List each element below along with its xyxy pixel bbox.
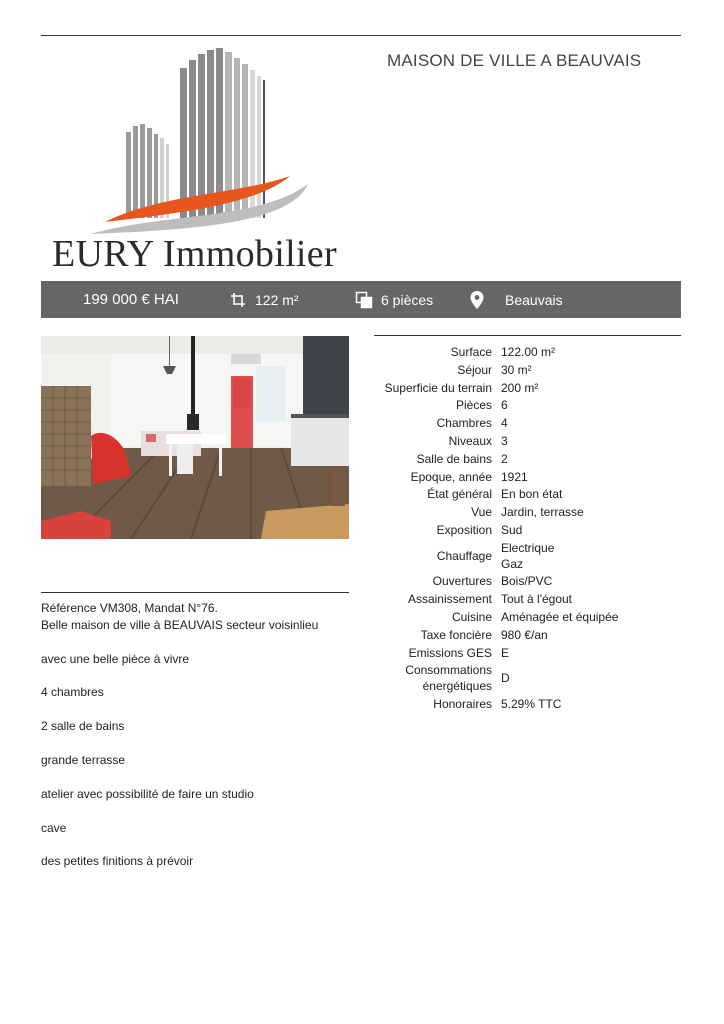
detail-label: Epoque, année	[410, 469, 492, 484]
detail-label: Ouvertures	[432, 574, 492, 589]
description-line: des petites finitions à prévoir	[41, 854, 194, 869]
detail-value: 6	[501, 398, 508, 413]
detail-value: Aménagée et équipée	[501, 609, 619, 624]
rooms-value: 6 pièces	[381, 291, 434, 308]
detail-row	[374, 504, 681, 522]
description-line: atelier avec possibilité de faire un studio	[41, 786, 254, 801]
description-divider	[41, 592, 349, 593]
energy-label-2: énergétiques	[422, 679, 492, 694]
detail-label: Cuisine	[451, 609, 492, 624]
detail-value: 200 m²	[501, 380, 539, 395]
property-photo	[41, 336, 349, 539]
detail-row	[374, 380, 681, 398]
property-description	[41, 600, 351, 870]
description-line: Belle maison de ville à BEAUVAIS secteur voisinlieu	[41, 617, 319, 632]
detail-row	[374, 591, 681, 609]
location-pin-icon	[469, 290, 485, 310]
agency-logo-text: EURY Immobilier	[52, 233, 337, 275]
details-table	[374, 344, 681, 714]
reference-line: Référence VM308, Mandat N°76.	[41, 601, 218, 615]
detail-row	[374, 522, 681, 540]
detail-row	[374, 573, 681, 591]
detail-label: Honoraires	[433, 696, 492, 711]
detail-label: Niveaux	[448, 433, 492, 448]
city-summary	[469, 281, 563, 318]
detail-label: Surface	[450, 345, 492, 359]
detail-row	[374, 486, 681, 504]
details-divider	[374, 335, 681, 336]
detail-label: Superficie du terrain	[384, 380, 492, 395]
detail-value: 3	[501, 433, 508, 448]
detail-label	[374, 662, 501, 696]
detail-value: 2	[501, 451, 508, 466]
detail-label: Séjour	[457, 362, 492, 377]
detail-row	[374, 433, 681, 451]
property-details	[374, 344, 681, 714]
detail-value: 980 €/an	[501, 627, 548, 642]
city-value: Beauvais	[505, 291, 563, 308]
detail-row	[374, 627, 681, 645]
detail-label: Exposition	[436, 522, 492, 537]
detail-value: 1921	[501, 469, 528, 484]
detail-row	[374, 362, 681, 380]
detail-label: Taxe foncière	[420, 627, 492, 642]
detail-row	[374, 344, 681, 362]
description-line: avec une belle pièce à vivre	[41, 651, 190, 666]
summary-banner	[41, 281, 681, 318]
description-line: 4 chambres	[41, 685, 104, 700]
detail-label: Chambres	[436, 416, 492, 431]
detail-label: Assainissement	[407, 592, 492, 607]
detail-label: Emissions GES	[408, 645, 492, 660]
detail-value: Bois/PVC	[501, 574, 553, 589]
top-divider	[41, 35, 681, 36]
surface-summary	[229, 281, 299, 318]
detail-label: État général	[427, 487, 492, 502]
detail-row	[374, 645, 681, 663]
detail-label: Salle de bains	[416, 451, 492, 466]
detail-row	[374, 397, 681, 415]
description-line: cave	[41, 820, 67, 835]
detail-label: Chauffage	[436, 548, 492, 563]
description-line: 2 salle de bains	[41, 719, 125, 734]
description-line: grande terrasse	[41, 752, 126, 767]
detail-row	[374, 451, 681, 469]
detail-row	[374, 469, 681, 487]
listing-title: MAISON DE VILLE A BEAUVAIS	[387, 51, 642, 70]
detail-row	[374, 662, 681, 696]
detail-value: E	[501, 645, 510, 660]
price: 199 000 € HAI	[83, 291, 179, 308]
area-icon	[229, 291, 247, 309]
heating-value-2: Gaz	[501, 556, 524, 571]
detail-value: En bon état	[501, 487, 563, 502]
surface-value: 122 m²	[255, 291, 299, 308]
detail-row	[374, 540, 681, 574]
detail-value: 30 m²	[501, 362, 532, 377]
detail-value: Sud	[501, 522, 523, 537]
detail-value: 4	[501, 416, 508, 431]
detail-value: 5.29% TTC	[501, 696, 562, 711]
energy-label-1: Consommations	[405, 663, 492, 678]
detail-value: Jardin, terrasse	[501, 505, 584, 520]
detail-label: Vue	[471, 505, 492, 520]
detail-row	[374, 696, 681, 714]
heating-value-1: Electrique	[501, 540, 555, 555]
detail-value: Tout à l'égout	[501, 592, 573, 607]
detail-row	[374, 415, 681, 433]
detail-value: D	[501, 671, 510, 686]
detail-label: Pièces	[455, 398, 492, 413]
detail-value: 122.00 m²	[501, 345, 556, 359]
rooms-icon	[355, 291, 373, 309]
detail-row	[374, 609, 681, 627]
rooms-summary	[355, 281, 433, 318]
detail-value	[501, 540, 681, 574]
